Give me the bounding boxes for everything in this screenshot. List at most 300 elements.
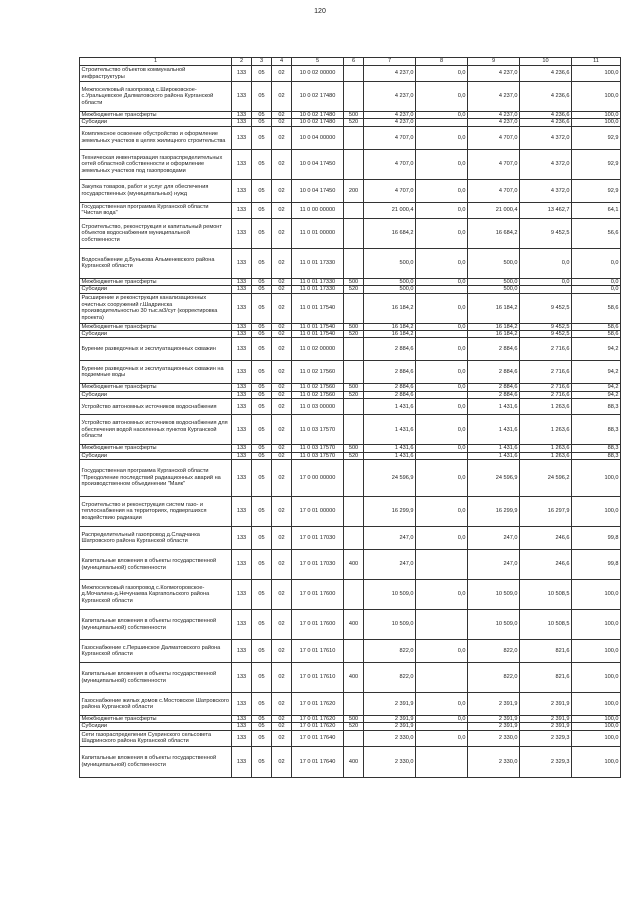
col-8-amount: 0,0 xyxy=(416,640,468,663)
col-11-percent: 100,0 xyxy=(572,640,621,663)
col-10-amount: 1 263,6 xyxy=(520,415,572,445)
col-3-value: 05 xyxy=(252,361,272,384)
col-8-amount: 0,0 xyxy=(416,361,468,384)
table-row xyxy=(80,202,621,218)
col-7-amount: 2 884,6 xyxy=(364,361,416,384)
budget-table-container xyxy=(79,57,621,778)
col-3-value: 05 xyxy=(252,338,272,361)
col-8-amount: 0,0 xyxy=(416,693,468,716)
col-7-amount: 2 884,6 xyxy=(364,391,416,398)
col-5-code: 10 0 04 17450 xyxy=(292,149,344,179)
col-4-value: 02 xyxy=(272,218,292,248)
col-9-amount: 2 330,0 xyxy=(468,746,520,777)
row-name: Государственная программа Курганской области "Преодоление последствий радиационных аварий на производственном объединении "Маяк" xyxy=(80,460,232,497)
col-2-value: 133 xyxy=(232,415,252,445)
col-9-amount: 500,0 xyxy=(468,286,520,293)
col-7-amount: 16 184,2 xyxy=(364,293,416,323)
col-11-percent: 56,6 xyxy=(572,218,621,248)
col-11-percent: 58,6 xyxy=(572,293,621,323)
col-6-value xyxy=(344,202,364,218)
col-6-value: 520 xyxy=(344,331,364,338)
col-5-code: 11 0 03 17570 xyxy=(292,452,344,459)
table-row xyxy=(80,179,621,202)
col-4-value: 02 xyxy=(272,119,292,126)
col-8-amount: 0,0 xyxy=(416,112,468,119)
col-9-amount: 2 391,9 xyxy=(468,716,520,723)
table-row xyxy=(80,452,621,459)
col-5-code: 11 0 03 17570 xyxy=(292,445,344,452)
col-6-value: 400 xyxy=(344,663,364,693)
col-10-amount: 2 391,9 xyxy=(520,716,572,723)
row-name: Субсидии xyxy=(80,452,232,459)
row-name: Субсидии xyxy=(80,331,232,338)
col-3-value: 05 xyxy=(252,527,272,550)
col-5-code: 17 0 01 17030 xyxy=(292,550,344,580)
col-8-amount xyxy=(416,723,468,730)
col-8-amount: 0,0 xyxy=(416,384,468,391)
col-2-value: 133 xyxy=(232,391,252,398)
col-10-amount: 9 452,5 xyxy=(520,331,572,338)
col-2-value: 133 xyxy=(232,497,252,527)
table-row xyxy=(80,149,621,179)
col-11-percent: 92,9 xyxy=(572,149,621,179)
col-9-amount: 16 684,2 xyxy=(468,218,520,248)
col-7-amount: 247,0 xyxy=(364,527,416,550)
col-6-value: 400 xyxy=(344,746,364,777)
col-6-value: 520 xyxy=(344,452,364,459)
col-4-value: 02 xyxy=(272,82,292,112)
col-11-percent: 92,9 xyxy=(572,126,621,149)
col-10-amount: 2 329,3 xyxy=(520,746,572,777)
col-9-amount: 500,0 xyxy=(468,278,520,285)
col-6-value xyxy=(344,640,364,663)
col-4-value: 02 xyxy=(272,286,292,293)
col-3-value: 05 xyxy=(252,693,272,716)
col-3-value: 05 xyxy=(252,293,272,323)
col-11-percent: 99,8 xyxy=(572,527,621,550)
col-8-amount: 0,0 xyxy=(416,415,468,445)
col-8-amount: 0,0 xyxy=(416,293,468,323)
row-name: Субсидии xyxy=(80,286,232,293)
col-5-code: 11 0 02 17560 xyxy=(292,384,344,391)
col-7-amount: 4 707,0 xyxy=(364,149,416,179)
col-11-percent: 100,0 xyxy=(572,580,621,610)
col-11-percent: 88,3 xyxy=(572,445,621,452)
col-5-code: 10 0 02 00000 xyxy=(292,66,344,82)
table-row xyxy=(80,723,621,730)
col-4-value: 02 xyxy=(272,112,292,119)
col-4-value: 02 xyxy=(272,66,292,82)
col-3-value: 05 xyxy=(252,746,272,777)
col-6-value xyxy=(344,66,364,82)
col-3-value: 05 xyxy=(252,497,272,527)
col-11-percent: 100,0 xyxy=(572,716,621,723)
col-9-amount: 1 431,6 xyxy=(468,399,520,415)
col-8-amount: 0,0 xyxy=(416,445,468,452)
col-2-value: 133 xyxy=(232,82,252,112)
table-row xyxy=(80,580,621,610)
col-7-amount: 2 330,0 xyxy=(364,730,416,746)
col-8-amount: 0,0 xyxy=(416,527,468,550)
page-number: 120 xyxy=(314,8,326,15)
col-11-percent: 99,8 xyxy=(572,550,621,580)
col-11-percent: 100,0 xyxy=(572,460,621,497)
col-9-amount: 1 431,6 xyxy=(468,452,520,459)
column-header: 8 xyxy=(416,58,468,66)
col-5-code: 17 0 01 17610 xyxy=(292,663,344,693)
col-9-amount: 2 884,6 xyxy=(468,361,520,384)
col-5-code: 11 0 00 00000 xyxy=(292,202,344,218)
col-2-value: 133 xyxy=(232,179,252,202)
row-name: Капитальные вложения в объекты государственной (муниципальной) собственности xyxy=(80,746,232,777)
col-9-amount: 2 330,0 xyxy=(468,730,520,746)
col-8-amount: 0,0 xyxy=(416,149,468,179)
col-4-value: 02 xyxy=(272,361,292,384)
col-11-percent: 92,9 xyxy=(572,179,621,202)
col-5-code: 17 0 01 17600 xyxy=(292,580,344,610)
col-8-amount xyxy=(416,550,468,580)
col-3-value: 05 xyxy=(252,460,272,497)
row-name: Строительство объектов коммунальной инфраструктуры xyxy=(80,66,232,82)
col-7-amount: 4 237,0 xyxy=(364,112,416,119)
col-6-value xyxy=(344,693,364,716)
col-2-value: 133 xyxy=(232,580,252,610)
row-name: Межбюджетные трансферты xyxy=(80,112,232,119)
col-2-value: 133 xyxy=(232,663,252,693)
table-row xyxy=(80,730,621,746)
col-11-percent: 94,2 xyxy=(572,391,621,398)
table-row xyxy=(80,82,621,112)
col-11-percent: 100,0 xyxy=(572,610,621,640)
table-row xyxy=(80,445,621,452)
col-2-value: 133 xyxy=(232,693,252,716)
col-6-value xyxy=(344,415,364,445)
col-4-value: 02 xyxy=(272,293,292,323)
col-9-amount: 822,0 xyxy=(468,640,520,663)
col-2-value: 133 xyxy=(232,218,252,248)
col-10-amount: 0,0 xyxy=(520,248,572,278)
col-10-amount: 2 716,6 xyxy=(520,384,572,391)
col-5-code: 11 0 03 00000 xyxy=(292,399,344,415)
col-11-percent: 58,6 xyxy=(572,331,621,338)
col-6-value: 520 xyxy=(344,119,364,126)
col-11-percent: 0,0 xyxy=(572,286,621,293)
table-row xyxy=(80,497,621,527)
col-4-value: 02 xyxy=(272,384,292,391)
col-3-value: 05 xyxy=(252,384,272,391)
col-10-amount: 2 716,6 xyxy=(520,391,572,398)
col-4-value: 02 xyxy=(272,126,292,149)
row-name: Газоснабжение с.Першинское Далматовского района Курганской области xyxy=(80,640,232,663)
col-3-value: 05 xyxy=(252,580,272,610)
col-11-percent: 0,0 xyxy=(572,248,621,278)
col-3-value: 05 xyxy=(252,445,272,452)
col-5-code: 10 0 02 17480 xyxy=(292,119,344,126)
col-4-value: 02 xyxy=(272,399,292,415)
table-row xyxy=(80,323,621,330)
col-6-value: 500 xyxy=(344,112,364,119)
col-10-amount: 1 263,6 xyxy=(520,445,572,452)
col-6-value xyxy=(344,293,364,323)
col-7-amount: 4 707,0 xyxy=(364,126,416,149)
col-7-amount: 2 884,6 xyxy=(364,338,416,361)
table-row xyxy=(80,331,621,338)
col-5-code: 17 0 01 17610 xyxy=(292,640,344,663)
table-row xyxy=(80,293,621,323)
col-10-amount: 4 236,6 xyxy=(520,66,572,82)
col-3-value: 05 xyxy=(252,399,272,415)
col-2-value: 133 xyxy=(232,610,252,640)
col-4-value: 02 xyxy=(272,497,292,527)
table-row xyxy=(80,112,621,119)
table-row xyxy=(80,248,621,278)
col-2-value: 133 xyxy=(232,338,252,361)
col-11-percent: 94,2 xyxy=(572,338,621,361)
col-8-amount xyxy=(416,610,468,640)
col-4-value: 02 xyxy=(272,663,292,693)
col-3-value: 05 xyxy=(252,391,272,398)
col-5-code: 11 0 01 17540 xyxy=(292,323,344,330)
col-4-value: 02 xyxy=(272,331,292,338)
table-row xyxy=(80,399,621,415)
col-7-amount: 247,0 xyxy=(364,550,416,580)
col-10-amount: 821,6 xyxy=(520,640,572,663)
col-2-value: 133 xyxy=(232,126,252,149)
col-8-amount: 0,0 xyxy=(416,248,468,278)
row-name: Закупка товаров, работ и услуг для обеспечения государственных (муниципальных) нужд xyxy=(80,179,232,202)
col-4-value: 02 xyxy=(272,610,292,640)
col-2-value: 133 xyxy=(232,293,252,323)
col-9-amount: 4 237,0 xyxy=(468,82,520,112)
col-4-value: 02 xyxy=(272,415,292,445)
row-name: Субсидии xyxy=(80,119,232,126)
col-6-value xyxy=(344,126,364,149)
col-10-amount: 10 508,5 xyxy=(520,580,572,610)
col-2-value: 133 xyxy=(232,384,252,391)
row-name: Распределительный газопровод д.Сладчанка Шатровского района Курганской области xyxy=(80,527,232,550)
col-4-value: 02 xyxy=(272,716,292,723)
col-10-amount xyxy=(520,286,572,293)
col-7-amount: 4 707,0 xyxy=(364,179,416,202)
table-row xyxy=(80,746,621,777)
col-10-amount: 13 462,7 xyxy=(520,202,572,218)
table-row xyxy=(80,610,621,640)
header-row xyxy=(80,58,621,66)
col-9-amount: 500,0 xyxy=(468,248,520,278)
col-9-amount: 2 391,9 xyxy=(468,693,520,716)
col-7-amount: 2 391,9 xyxy=(364,723,416,730)
col-10-amount: 2 329,3 xyxy=(520,730,572,746)
col-4-value: 02 xyxy=(272,445,292,452)
col-7-amount: 1 431,6 xyxy=(364,399,416,415)
col-9-amount: 247,0 xyxy=(468,527,520,550)
col-9-amount: 2 884,6 xyxy=(468,384,520,391)
col-7-amount: 500,0 xyxy=(364,278,416,285)
col-10-amount: 2 716,6 xyxy=(520,361,572,384)
col-6-value xyxy=(344,460,364,497)
col-11-percent: 100,0 xyxy=(572,730,621,746)
col-10-amount: 4 372,0 xyxy=(520,179,572,202)
col-2-value: 133 xyxy=(232,119,252,126)
col-8-amount: 0,0 xyxy=(416,82,468,112)
col-4-value: 02 xyxy=(272,149,292,179)
col-10-amount: 1 263,6 xyxy=(520,399,572,415)
col-5-code: 11 0 01 00000 xyxy=(292,218,344,248)
table-row xyxy=(80,384,621,391)
col-11-percent: 94,2 xyxy=(572,384,621,391)
col-4-value: 02 xyxy=(272,323,292,330)
col-8-amount: 0,0 xyxy=(416,580,468,610)
col-10-amount: 246,6 xyxy=(520,550,572,580)
col-6-value xyxy=(344,218,364,248)
col-7-amount: 4 237,0 xyxy=(364,119,416,126)
row-name: Субсидии xyxy=(80,723,232,730)
col-5-code: 10 0 04 17450 xyxy=(292,179,344,202)
col-2-value: 133 xyxy=(232,248,252,278)
col-9-amount: 247,0 xyxy=(468,550,520,580)
col-3-value: 05 xyxy=(252,640,272,663)
col-9-amount: 1 431,6 xyxy=(468,415,520,445)
col-10-amount: 4 236,6 xyxy=(520,112,572,119)
col-5-code: 17 0 01 17620 xyxy=(292,723,344,730)
col-7-amount: 4 237,0 xyxy=(364,66,416,82)
col-10-amount: 10 508,5 xyxy=(520,610,572,640)
col-2-value: 133 xyxy=(232,452,252,459)
col-2-value: 133 xyxy=(232,361,252,384)
col-7-amount: 10 509,0 xyxy=(364,580,416,610)
col-3-value: 05 xyxy=(252,66,272,82)
col-2-value: 133 xyxy=(232,399,252,415)
row-name: Комплексное освоение обустройство и оформление земельных участков в целях жилищного строительства xyxy=(80,126,232,149)
col-6-value xyxy=(344,730,364,746)
col-5-code: 17 0 01 17640 xyxy=(292,746,344,777)
col-7-amount: 2 391,9 xyxy=(364,716,416,723)
col-2-value: 133 xyxy=(232,730,252,746)
col-8-amount: 0,0 xyxy=(416,126,468,149)
col-2-value: 133 xyxy=(232,66,252,82)
col-6-value xyxy=(344,248,364,278)
col-2-value: 133 xyxy=(232,640,252,663)
col-2-value: 133 xyxy=(232,112,252,119)
col-11-percent: 100,0 xyxy=(572,497,621,527)
column-header: 11 xyxy=(572,58,621,66)
col-4-value: 02 xyxy=(272,580,292,610)
row-name: Строительство и реконструкция систем газо- и теплоснабжения на территориях, подвергшихся воздействию радиации xyxy=(80,497,232,527)
row-name: Устройство автономных источников водоснабжения xyxy=(80,399,232,415)
row-name: Строительство, реконструкция и капитальный ремонт объектов водоснабжения муниципальной собственности xyxy=(80,218,232,248)
col-8-amount: 0,0 xyxy=(416,730,468,746)
col-6-value: 500 xyxy=(344,323,364,330)
col-5-code: 11 0 01 17330 xyxy=(292,248,344,278)
col-9-amount: 4 237,0 xyxy=(468,66,520,82)
col-4-value: 02 xyxy=(272,460,292,497)
col-10-amount: 9 452,5 xyxy=(520,218,572,248)
table-row xyxy=(80,361,621,384)
col-2-value: 133 xyxy=(232,746,252,777)
col-10-amount: 2 716,6 xyxy=(520,338,572,361)
col-3-value: 05 xyxy=(252,415,272,445)
row-name: Капитальные вложения в объекты государственной (муниципальной) собственности xyxy=(80,663,232,693)
col-7-amount: 4 237,0 xyxy=(364,82,416,112)
col-4-value: 02 xyxy=(272,730,292,746)
col-3-value: 05 xyxy=(252,218,272,248)
col-5-code: 11 0 01 17330 xyxy=(292,286,344,293)
column-header: 6 xyxy=(344,58,364,66)
col-2-value: 133 xyxy=(232,323,252,330)
table-row xyxy=(80,460,621,497)
col-9-amount: 10 509,0 xyxy=(468,610,520,640)
col-6-value: 200 xyxy=(344,179,364,202)
col-5-code: 17 0 01 17600 xyxy=(292,610,344,640)
col-8-amount: 0,0 xyxy=(416,218,468,248)
col-11-percent: 100,0 xyxy=(572,66,621,82)
row-name: Газоснабжение жилых домов с.Мостовское Шатровского района Курганской области xyxy=(80,693,232,716)
col-5-code: 11 0 02 17560 xyxy=(292,361,344,384)
col-6-value: 500 xyxy=(344,384,364,391)
col-3-value: 05 xyxy=(252,452,272,459)
table-row xyxy=(80,126,621,149)
table-row xyxy=(80,527,621,550)
column-header: 3 xyxy=(252,58,272,66)
col-8-amount: 0,0 xyxy=(416,716,468,723)
col-6-value: 520 xyxy=(344,286,364,293)
col-2-value: 133 xyxy=(232,716,252,723)
table-row xyxy=(80,391,621,398)
col-4-value: 02 xyxy=(272,278,292,285)
table-body xyxy=(80,66,621,778)
table-row xyxy=(80,278,621,285)
table-row xyxy=(80,716,621,723)
col-3-value: 05 xyxy=(252,716,272,723)
col-8-amount xyxy=(416,452,468,459)
col-7-amount: 2 884,6 xyxy=(364,384,416,391)
col-7-amount: 24 596,9 xyxy=(364,460,416,497)
col-11-percent: 88,3 xyxy=(572,452,621,459)
col-4-value: 02 xyxy=(272,640,292,663)
row-name: Межбюджетные трансферты xyxy=(80,716,232,723)
col-11-percent: 100,0 xyxy=(572,746,621,777)
col-7-amount: 16 299,9 xyxy=(364,497,416,527)
col-11-percent: 88,3 xyxy=(572,399,621,415)
col-7-amount: 10 509,0 xyxy=(364,610,416,640)
col-11-percent: 64,1 xyxy=(572,202,621,218)
row-name: Межбюджетные трансферты xyxy=(80,384,232,391)
col-7-amount: 1 431,6 xyxy=(364,415,416,445)
col-8-amount xyxy=(416,391,468,398)
col-3-value: 05 xyxy=(252,248,272,278)
row-name: Субсидии xyxy=(80,391,232,398)
col-7-amount: 16 184,2 xyxy=(364,331,416,338)
col-9-amount: 2 884,6 xyxy=(468,338,520,361)
col-7-amount: 16 684,2 xyxy=(364,218,416,248)
col-6-value: 520 xyxy=(344,723,364,730)
col-9-amount: 822,0 xyxy=(468,663,520,693)
col-6-value xyxy=(344,497,364,527)
row-name: Расширение и реконструкция канализационных очистных сооружений г.Шадринска производительностью 30 тыс.м3/сут (корректировка проекта) xyxy=(80,293,232,323)
col-10-amount: 16 297,9 xyxy=(520,497,572,527)
col-6-value xyxy=(344,399,364,415)
col-9-amount: 4 237,0 xyxy=(468,112,520,119)
col-4-value: 02 xyxy=(272,179,292,202)
col-3-value: 05 xyxy=(252,610,272,640)
col-11-percent: 94,2 xyxy=(572,361,621,384)
col-8-amount xyxy=(416,746,468,777)
col-6-value xyxy=(344,82,364,112)
col-7-amount: 1 431,6 xyxy=(364,452,416,459)
col-11-percent: 58,6 xyxy=(572,323,621,330)
col-5-code: 11 0 01 17540 xyxy=(292,331,344,338)
col-3-value: 05 xyxy=(252,331,272,338)
